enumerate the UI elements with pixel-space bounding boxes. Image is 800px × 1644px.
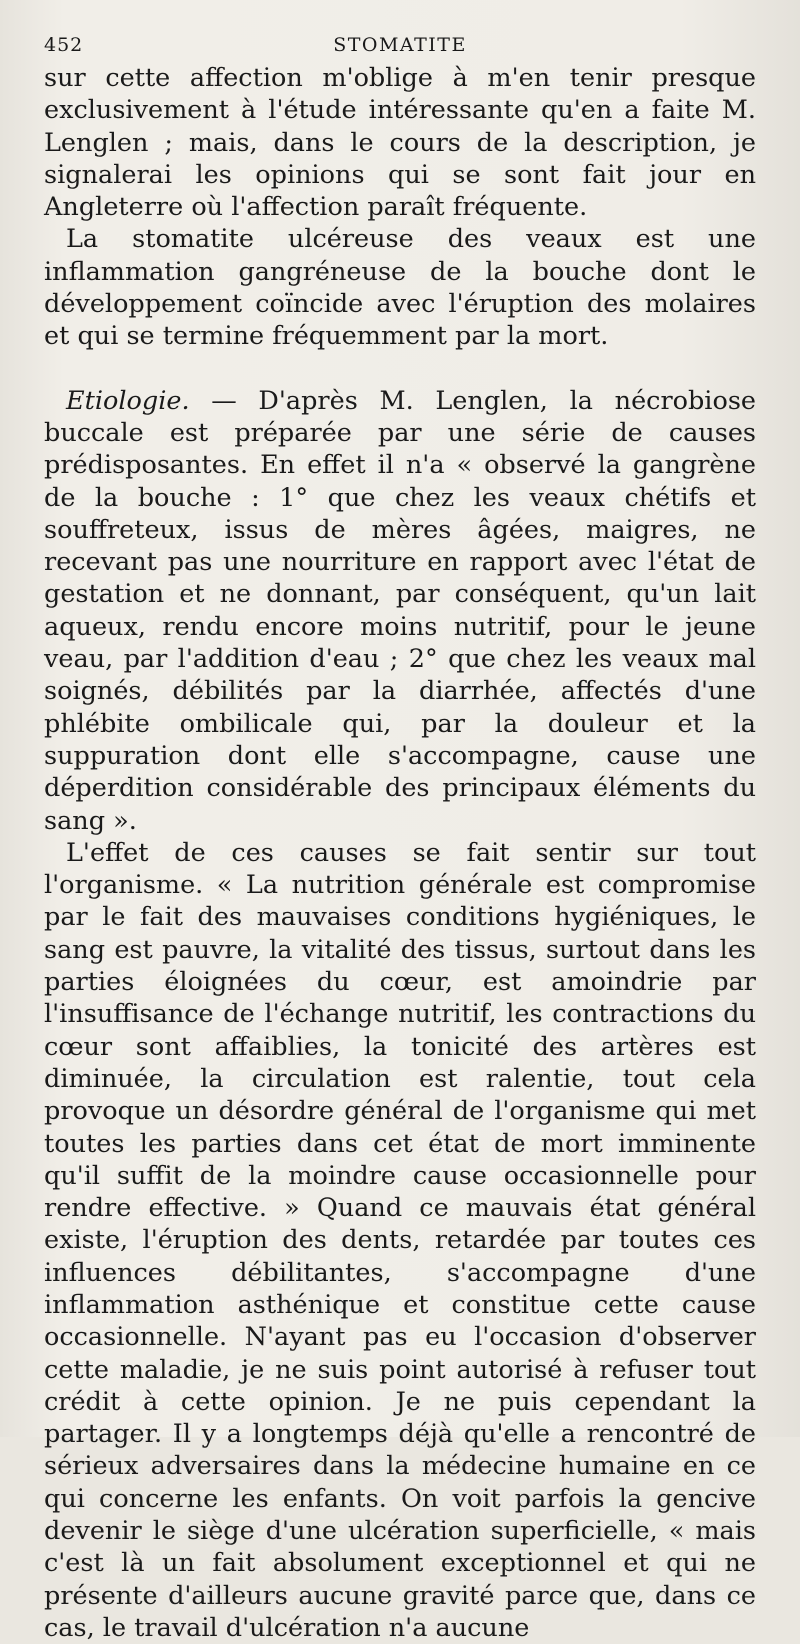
paragraph-intro: sur cette affection m'oblige à m'en tenir presque exclusivement à l'étude intéressante qu'en a faite M. Lenglen ; mais, dans le cours de la description, je signalerai les opinions qui se sont fait jour en Angleterre où l'affection paraît fréquente. — [44, 63, 756, 223]
etiology-text: — D'après M. Lenglen, la nécrobiose buccale est préparée par une série de causes prédisposantes. En effet il n'a « observé la gangrène de la bouche : 1° que chez les veaux chétifs et souffreteux, issus de mères âgées, maigres, ne recevant pas une nourriture en rapport avec l'état de gestation et ne donnant, par conséquent, qu'un lait aqueux, rendu encore moins nutritif, pour le jeune veau, par l'addition d'eau ; 2° que chez les veaux mal soignés, débilités par la diarrhée, affectés d'une phlébite ombilicale qui, par la douleur et la suppuration dont elle s'accompagne, cause une déperdition considérable des principaux éléments du sang ». — [44, 385, 756, 836]
running-head — [44, 26, 756, 62]
etiology-heading: Etiologie. — [66, 385, 190, 416]
section-spacer — [44, 353, 756, 385]
page-number: 452 — [44, 34, 84, 56]
paragraph-effects: L'effet de ces causes se fait sentir sur tout l'organisme. « La nutrition générale est compromise par le fait des mauvaises conditions hygiéniques, le sang est pauvre, la vitalité des tissus, surtout dans les parties éloignées du cœur, est amoindrie par l'insuffisance de l'échange nutritif, les contractions du cœur sont affaiblies, la tonicité des artères est diminuée, la circulation est ralentie, tout cela provoque un désordre général de l'organisme qui met toutes les parties dans cet état de mort imminente qu'il suffit de la moindre cause occasionnelle pour rendre effective. » Quand ce mauvais état général existe, l'éruption des dents, retardée par toutes ces influences débilitantes, s'accompagne d'une inflammation asthénique et constitue cette cause occasionnelle. N'ayant pas eu l'occasion d'observer cette maladie, je ne suis point autorisé à refuser tout crédit à cette opinion. Je ne puis cependant la partager. Il y a longtemps déjà qu'elle a rencontré de sérieux adversaires dans la médecine humaine en ce qui concerne les enfants. On voit parfois la gencive devenir le siège d'une ulcération superficielle, « mais c'est là un fait absolument exceptionnel et qui ne présente d'ailleurs aucune gravité parce que, dans ce cas, le travail d'ulcération n'a aucune — [44, 837, 756, 1643]
paragraph-etiology — [44, 385, 756, 837]
paragraph-definition: La stomatite ulcéreuse des veaux est une inflammation gangréneuse de la bouche dont le développement coïncide avec l'éruption des molaires et qui se termine fréquemment par la mort. — [44, 224, 756, 352]
chapter-title: STOMATITE — [333, 34, 467, 56]
